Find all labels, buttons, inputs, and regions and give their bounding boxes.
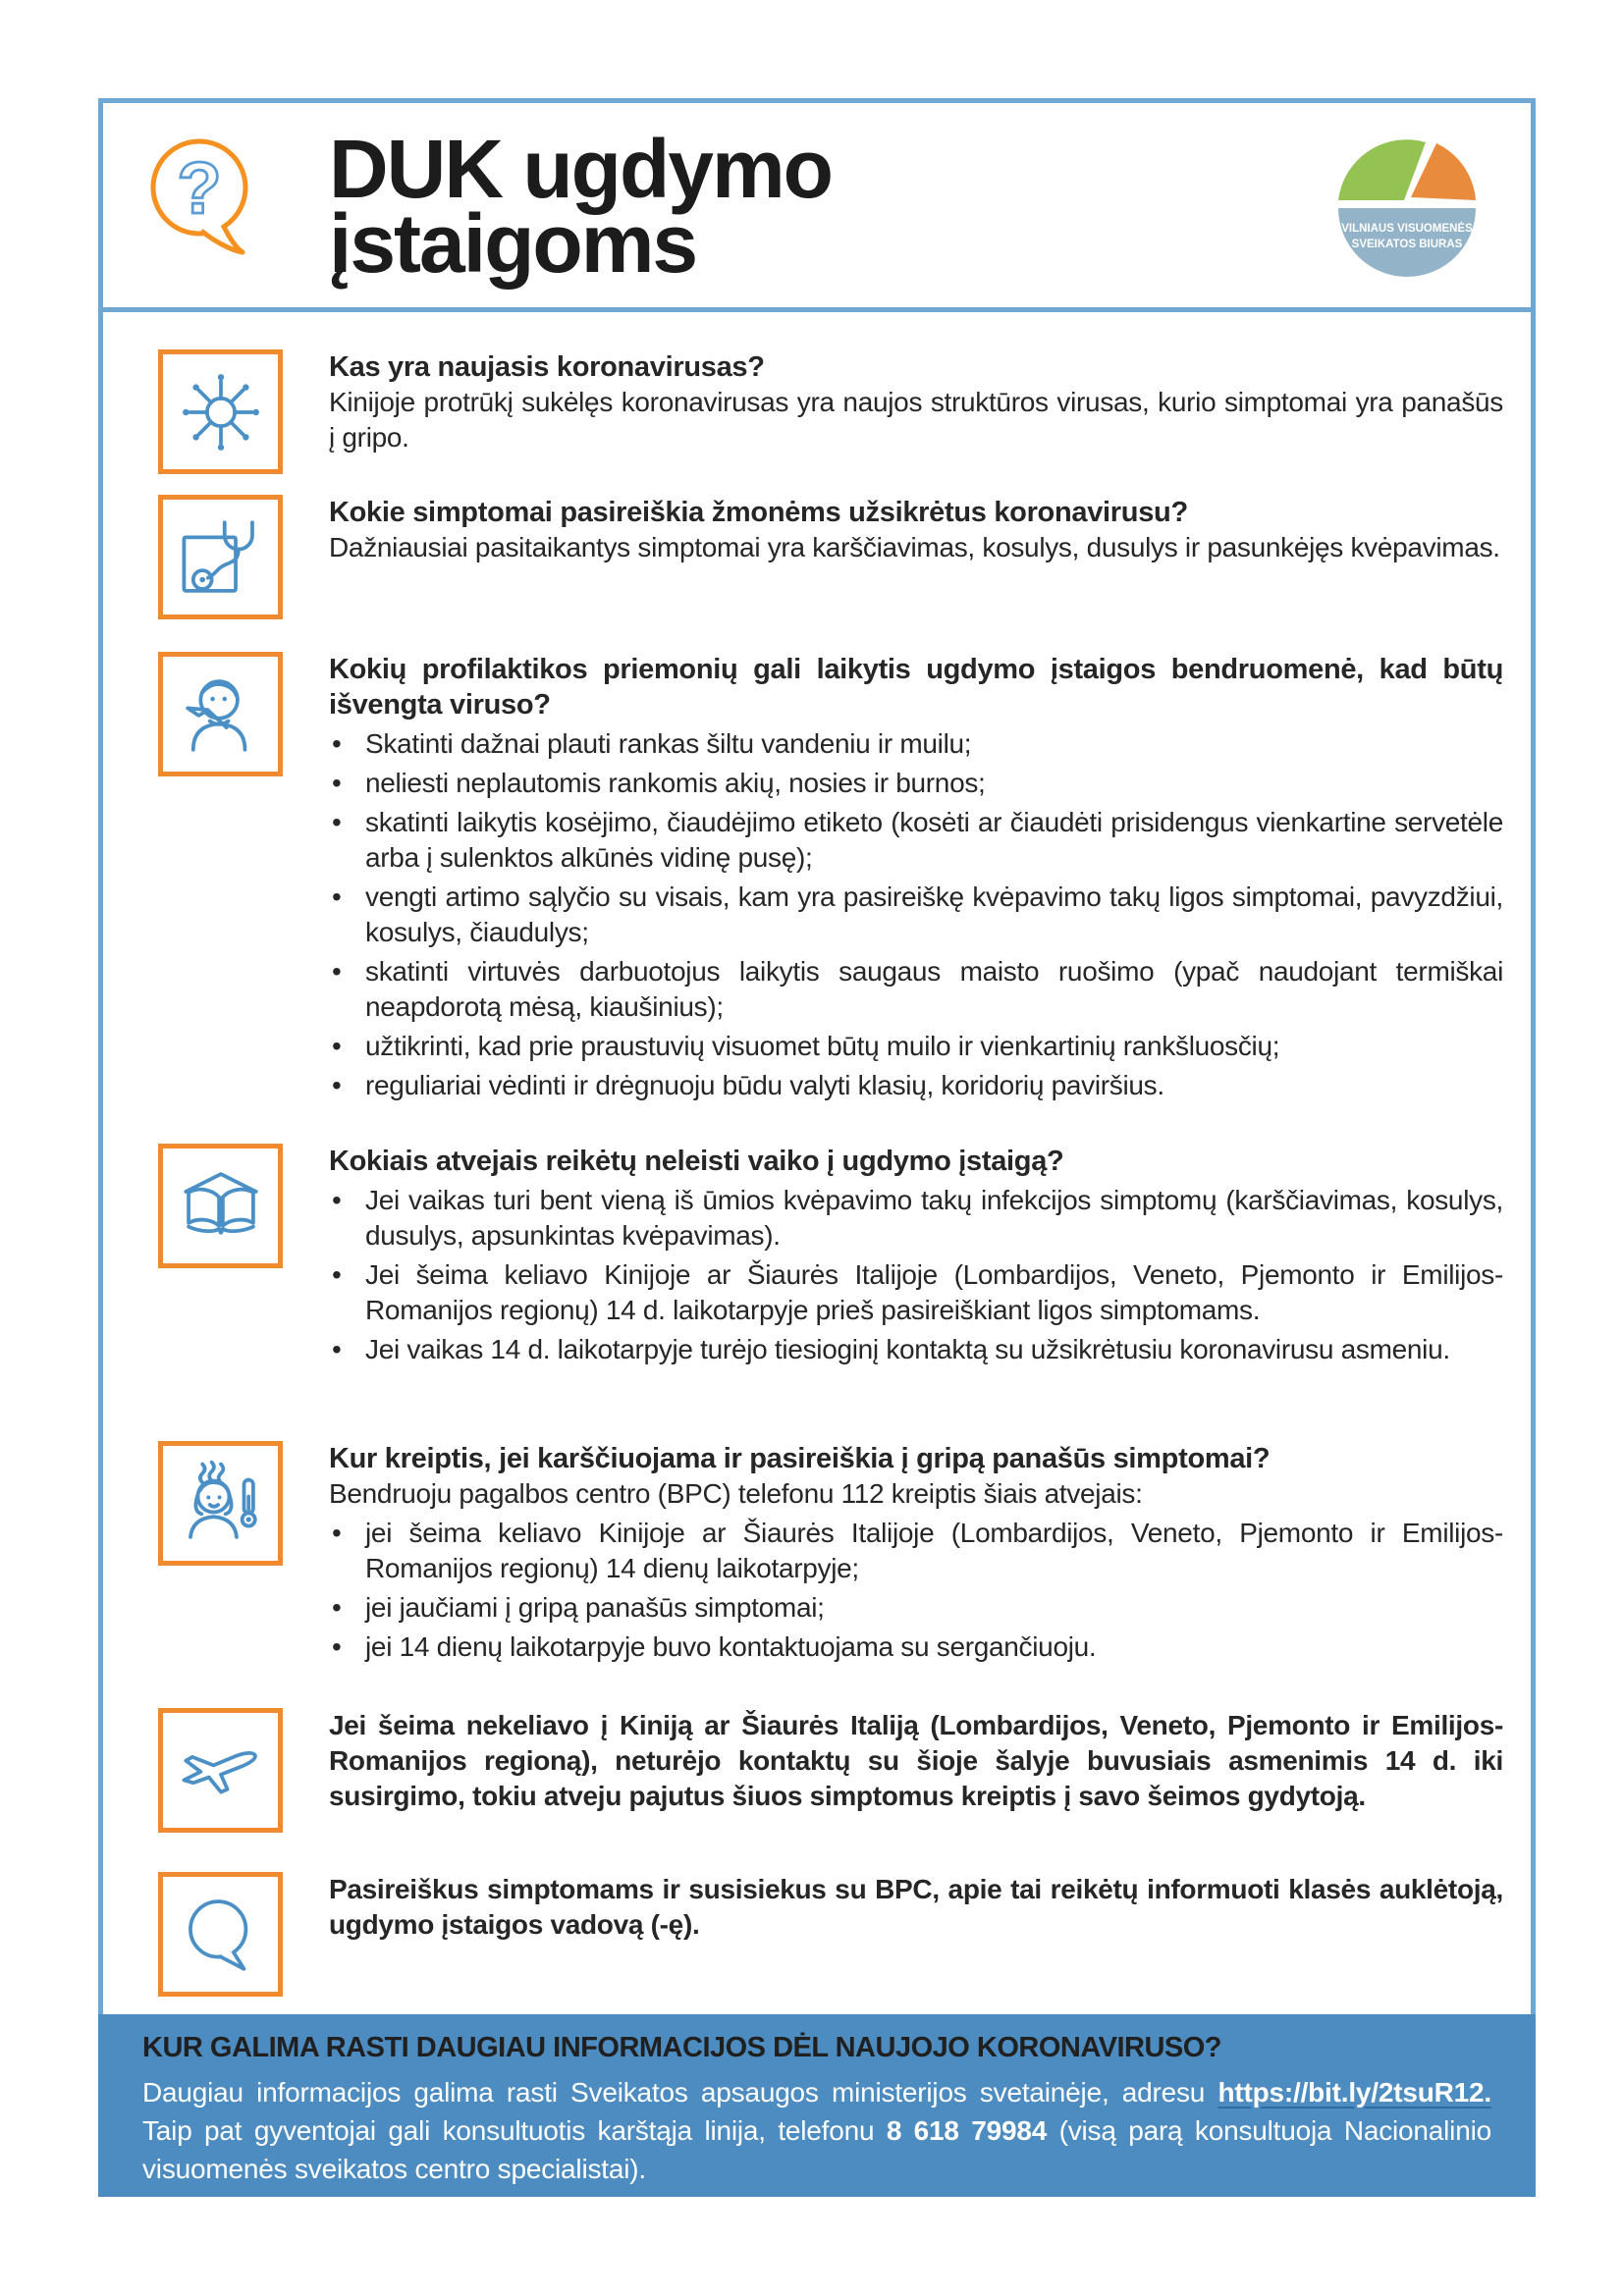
airplane-icon <box>175 1725 267 1817</box>
logo-text-line2: SVEIKATOS BIURAS <box>1351 239 1463 250</box>
section-prevention-measures <box>158 652 1503 1103</box>
stethoscope-icon-box <box>158 495 283 619</box>
section-title: Kur kreiptis, jei karščiuojama ir pasireiškia į gripą panašūs simptomai? <box>329 1443 1271 1474</box>
virus-icon-box <box>158 349 283 474</box>
stethoscope-icon <box>175 511 267 604</box>
section-body-bold: Pasireiškus simptomams ir susisiekus su BPC, apie tai reikėtų informuoti klasės auklėtoją, ugdymo įstaigos vadovą (-ę). <box>329 1874 1503 1940</box>
footer-text-1: Daugiau informacijos galima rasti Sveikatos apsaugos ministerijos svetainėje, adresu <box>142 2077 1206 2108</box>
logo-text-line1: VILNIAUS VISUOMENĖS <box>1341 223 1473 235</box>
footer-text-2: Taip pat gyventojai gali konsultuotis karštąja linija, telefonu <box>142 2115 875 2146</box>
footer-link[interactable]: https://bit.ly/2tsuR12. <box>1217 2077 1491 2108</box>
section-body: Dažniausiai pasitaikantys simptomai yra karščiavimas, kosulys, dusulys ir pasunkėjęs kvėpavimas. <box>329 532 1500 562</box>
fever-person-icon <box>175 1458 267 1550</box>
school-book-icon-box <box>158 1144 283 1268</box>
footer-heading: KUR GALIMA RASTI DAUGIAU INFORMACIJOS DĖL NAUJOJO KORONAVIRUSO? <box>142 2032 1222 2063</box>
bullet-list <box>329 726 1503 1103</box>
list-item: • jei 14 dienų laikotarpyje buvo kontaktuojama su sergančiuoju. <box>329 1629 1503 1665</box>
list-item: • jei šeima keliavo Kinijoje ar Šiaurės Italijoje (Lombardijos, Veneto, Pjemonto ir Emilijos-Romanijos regionų) 14 dienų laikotarpyje; <box>329 1516 1503 1586</box>
section-title: Kokie simptomai pasireiškia žmonėms užsikrėtus koronavirusu? <box>329 497 1188 528</box>
section-when-keep-child-home <box>158 1144 1503 1367</box>
section-title: Kokių profilaktikos priemonių gali laikytis ugdymo įstaigos bendruomenė, kad būtų išvengta viruso? <box>329 654 1503 721</box>
list-item: • neliesti neplautomis rankomis akių, nosies ir burnos; <box>329 766 1503 801</box>
list-item: • užtikrinti, kad prie praustuvių visuomet būtų muilo ir vienkartinių rankšluosčių; <box>329 1029 1503 1064</box>
school-book-icon <box>175 1160 267 1253</box>
section-body: Kinijoje protrūkį sukėlęs koronavirusas yra naujos struktūros virusas, kurio simptomai yra panašūs į gripo. <box>329 387 1503 453</box>
page-title-line2: įstaigoms <box>329 197 697 290</box>
section-title: Kas yra naujasis koronavirusas? <box>329 351 765 383</box>
list-item: • skatinti laikytis kosėjimo, čiaudėjimo etiketo (kosėti ar čiaudėti prisidengus vienkartine servetėle arba į sulenktos alkūnės vidinę pusę); <box>329 805 1503 876</box>
footer-text-3: (visą parą konsultuoja Nacionalinio visuomenės sveikatos centro specialistai). <box>142 2115 1491 2184</box>
list-item: • Skatinti dažnai plauti rankas šiltu vandeniu ir muilu; <box>329 726 1503 762</box>
fever-person-icon-box <box>158 1441 283 1566</box>
list-item: • Jei vaikas turi bent vieną iš ūmios kvėpavimo takų infekcijos simptomų (karščiavimas, kosulys, dusulys, apsunkintas kvėpavimas). <box>329 1183 1503 1254</box>
footer-info-box <box>98 2014 1536 2197</box>
speech-bubble-icon <box>175 1889 267 1981</box>
section-body-bold: Jei šeima nekeliavo į Kiniją ar Šiaurės Italiją (Lombardijos, Veneto, Pjemonto ir Emilijos-Romanijos regioną), neturėjo kontaktų su šioje šalyje buvusiais asmenimis 14 d. iki susirgimo, tokiu atveju pajutus šiuos simptomus kreiptis į savo šeimos gydytoją. <box>329 1710 1503 1811</box>
cough-person-icon-box <box>158 652 283 776</box>
list-item: • jei jaučiami į gripą panašūs simptomai; <box>329 1590 1503 1626</box>
list-item: • Jei šeima keliavo Kinijoje ar Šiaurės Italijoje (Lombardijos, Veneto, Pjemonto ir Emilijos-Romanijos regionų) 14 d. laikotarpyje prieš pasireiškiant ligos simptomams. <box>329 1257 1503 1328</box>
organization-logo <box>1328 128 1486 285</box>
header <box>103 103 1531 312</box>
footer-body <box>142 2073 1491 2188</box>
list-item: • reguliariai vėdinti ir drėgnuoju būdu valyti klasių, koridorių paviršius. <box>329 1068 1503 1103</box>
section-where-to-call <box>158 1441 1503 1665</box>
question-bubble-icon <box>138 129 268 266</box>
section-symptoms <box>158 495 1503 619</box>
page-title-line1: DUK ugdymo <box>329 123 832 215</box>
speech-bubble-icon-box <box>158 1872 283 1997</box>
list-item: • skatinti virtuvės darbuotojus laikytis saugaus maisto ruošimo (ypač naudojant termiškai neapdorotą mėsą, kiaušinius); <box>329 954 1503 1025</box>
question-bubble-icon-svg <box>138 129 268 266</box>
airplane-icon-box <box>158 1708 283 1833</box>
cough-person-icon <box>175 668 267 761</box>
list-item: • Jei vaikas 14 d. laikotarpyje turėjo tiesioginį kontaktą su užsikrėtusiu koronavirusu asmeniu. <box>329 1332 1503 1367</box>
section-inform-school <box>158 1872 1503 1997</box>
section-what-is-coronavirus <box>158 349 1503 474</box>
section-intro: Bendruoju pagalbos centro (BPC) telefonu 112 kreiptis šiais atvejais: <box>329 1478 1143 1509</box>
page-title <box>329 123 832 290</box>
section-title: Kokiais atvejais reikėtų neleisti vaiko į ugdymo įstaigą? <box>329 1146 1064 1177</box>
bullet-list <box>329 1516 1503 1665</box>
organization-logo-svg <box>1328 128 1486 285</box>
virus-icon <box>175 366 267 458</box>
bullet-list <box>329 1183 1503 1367</box>
section-no-travel-advice <box>158 1708 1503 1833</box>
question-mark-glyph: ? <box>177 147 222 229</box>
footer-phone: 8 618 79984 <box>886 2115 1048 2146</box>
list-item: • vengti artimo sąlyčio su visais, kam yra pasireiškę kvėpavimo takų ligos simptomai, pavyzdžiui, kosulys, čiaudulys; <box>329 880 1503 950</box>
page-frame <box>98 98 1536 2197</box>
